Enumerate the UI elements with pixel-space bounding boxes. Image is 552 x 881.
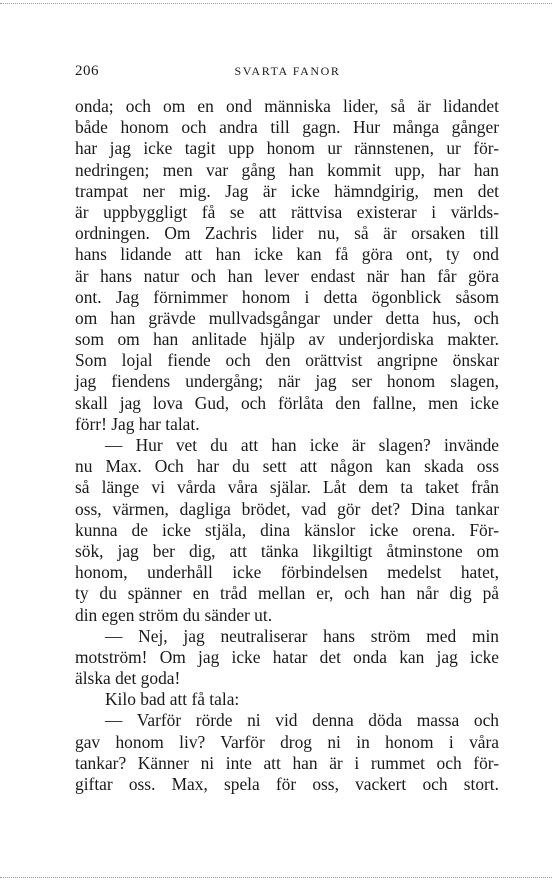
text-line: så länge vi vårda våra själar. Låt dem ta taket från — [75, 477, 499, 498]
text-line: Kilo bad att få tala: — [105, 689, 240, 710]
text-line: nedringen; men var gång han kommit upp, har han — [75, 159, 499, 180]
text-line: ont. Jag förnimmer honom i detta ögonblick såsom — [75, 286, 499, 307]
book-title: SVARTA FANOR — [234, 64, 341, 78]
text-line: giftar oss. Max, spela för oss, vackert och stort. — [75, 774, 499, 794]
text-line: sök, jag ber dig, att tänka likgiltigt åtminstone om — [75, 540, 499, 561]
text-line: som om han anlitade hjälp av underjordiska makter. — [75, 329, 499, 350]
text-line: ty du spänner en tråd mellan er, och han når dig på — [75, 583, 499, 604]
text-line: både honom och andra till gagn. Hur många gånger — [75, 117, 499, 138]
text-line: onda; och om en ond människa lider, så är lidandet — [75, 96, 499, 116]
text-line: är uppbyggligt få se att rättvisa existerar i världs- — [75, 201, 499, 222]
text-line: älska det goda! — [75, 668, 181, 689]
text-line: förr! Jag har talat. — [75, 413, 200, 434]
text-line: jag fiendens undergång; när jag ser honom slagen, — [75, 371, 499, 392]
text-line: trampat ner mig. Jag är icke hämndgirig, men det — [75, 180, 499, 201]
text-line: är hans natur och han lever endast när han får göra — [75, 265, 499, 286]
text-line: motström! Om jag icke hatar det onda kan jag icke — [75, 646, 499, 667]
text-line: har jag icke tagit upp honom ur rännstenen, ur för- — [75, 138, 499, 159]
text-line: om han grävde mullvadsgångar under detta hus, och — [75, 307, 499, 328]
text-line: gav honom liv? Varför drog ni in honom i våra — [75, 731, 499, 752]
top-scan-edge — [0, 3, 552, 4]
running-head — [75, 63, 500, 83]
body-text — [75, 96, 499, 795]
text-line: honom, underhåll icke förbindelsen medelst hatet, — [75, 562, 499, 583]
text-line: tankar? Känner ni inte att han är i rummet och för- — [75, 752, 499, 773]
text-line: — Varför rörde ni vid denna döda massa och — [105, 710, 499, 731]
text-line: — Hur vet du att han icke är slagen? invände — [105, 435, 499, 455]
text-line: nu Max. Och har du sett att någon kan skada oss — [75, 456, 499, 477]
text-line: Som lojal fiende och den orättvist angripne önskar — [75, 350, 499, 371]
bottom-scan-edge — [0, 877, 552, 878]
text-line: skall jag lova Gud, och förlåta den fallne, men icke — [75, 392, 499, 413]
text-line: din egen ström du sänder ut. — [75, 604, 273, 625]
page-number: 206 — [75, 63, 99, 79]
text-line: ordningen. Om Zachris lider nu, så är orsaken till — [75, 223, 499, 244]
text-line: oss, värmen, dagliga brödet, vad gör det? Dina tankar — [75, 498, 499, 519]
text-line: — Nej, jag neutraliserar hans ström med min — [105, 625, 499, 646]
text-line: kunna de icke stjäla, dina känslor icke orena. För- — [75, 519, 499, 540]
text-line: hans lidande att han icke kan få göra ont, ty ond — [75, 244, 499, 265]
